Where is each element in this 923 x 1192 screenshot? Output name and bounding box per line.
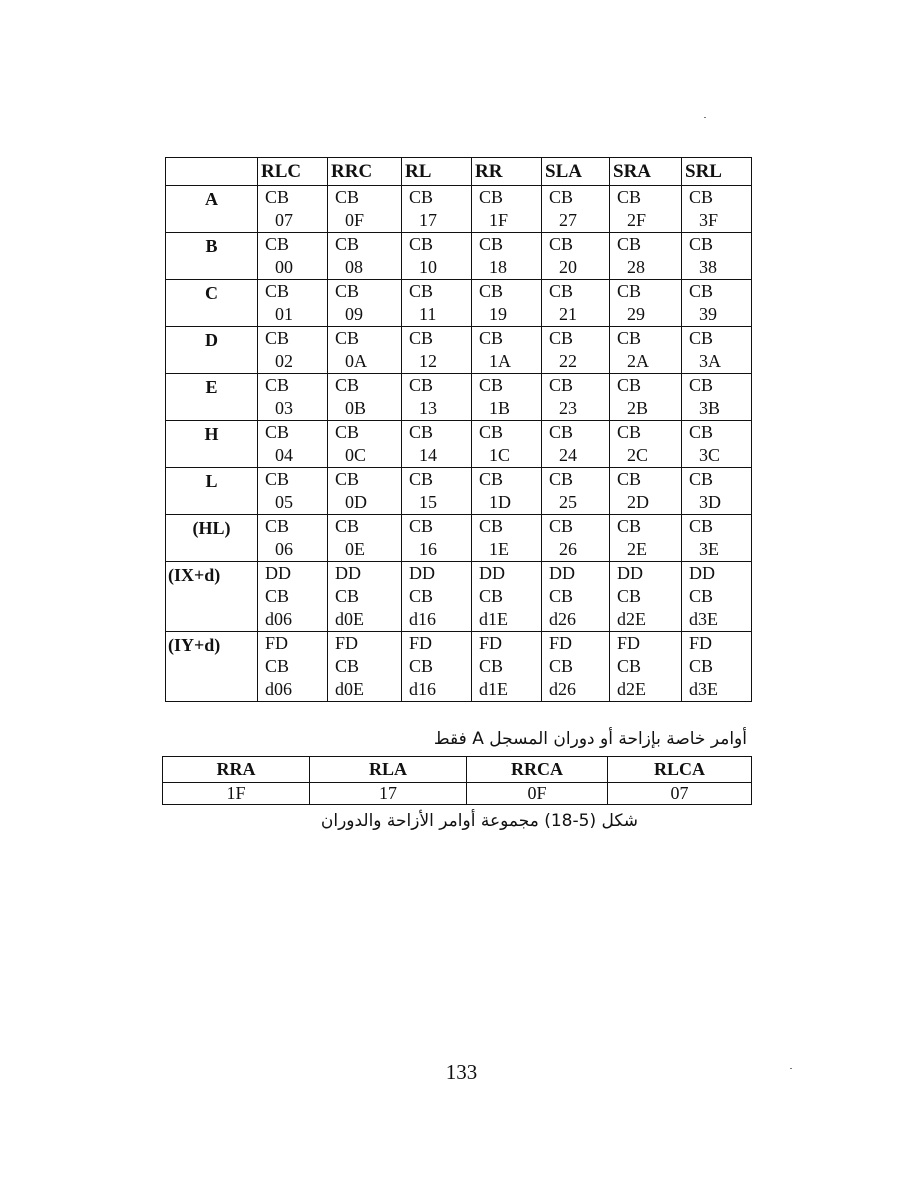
column-header: RRCA [467,757,608,783]
opcode-cell [682,327,752,374]
opcode-cell [328,186,402,233]
opcode-byte: 0D [345,492,367,512]
opcode-byte: d06 [265,609,292,629]
opcode-cell [682,468,752,515]
opcode-byte: CB [549,187,574,207]
opcode-byte: 0F [345,210,365,230]
table-row [166,327,752,374]
opcode-cell [258,421,328,468]
opcode-byte: 2A [627,351,649,371]
table-row [166,515,752,562]
opcode-byte: d2E [617,679,646,699]
opcode-byte: CB [549,375,574,395]
opcode-cell: 0F [467,783,608,805]
opcode-byte: d0E [335,609,364,629]
opcode-byte: 0A [345,351,367,371]
opcode-byte: d2E [617,609,646,629]
table-row [166,233,752,280]
opcode-cell [402,468,472,515]
opcode-byte: 05 [275,492,293,512]
opcode-byte: FD [479,633,503,653]
opcode-cell [682,421,752,468]
row-label: D [166,327,258,374]
opcode-byte: 29 [627,304,645,324]
opcode-cell: 17 [310,783,467,805]
opcode-byte: CB [335,375,360,395]
opcode-byte: CB [549,281,574,301]
opcode-byte: CB [335,469,360,489]
opcode-cell [328,421,402,468]
opcode-byte: CB [689,469,714,489]
opcode-byte: 07 [275,210,293,230]
opcode-cell [258,327,328,374]
opcode-byte: 1C [489,445,511,465]
column-header: RR [472,158,542,186]
column-header: RLC [258,158,328,186]
opcode-cell [610,233,682,280]
column-header: RLCA [608,757,752,783]
opcode-byte: CB [409,586,434,606]
opcode-cell [402,186,472,233]
opcode-byte: 18 [489,257,507,277]
opcode-cell [542,515,610,562]
opcode-cell [682,280,752,327]
opcode-cell [682,233,752,280]
opcode-byte: 00 [275,257,293,277]
table-row [166,280,752,327]
row-label: H [166,421,258,468]
opcode-cell [472,280,542,327]
row-label: L [166,468,258,515]
opcode-cell: 07 [608,783,752,805]
opcode-byte: CB [335,422,360,442]
opcode-byte: CB [549,328,574,348]
opcode-byte: CB [479,422,504,442]
opcode-byte: 0B [345,398,367,418]
opcode-byte: 14 [419,445,437,465]
opcode-byte: 27 [559,210,577,230]
opcode-byte: FD [409,633,433,653]
opcode-cell [542,632,610,702]
opcode-byte: CB [335,187,360,207]
opcode-byte: CB [617,234,642,254]
column-header: RRA [163,757,310,783]
opcode-byte: 21 [559,304,577,324]
table-row [166,562,752,632]
opcode-cell [472,186,542,233]
opcode-cell [402,562,472,632]
opcode-byte: CB [617,328,642,348]
opcode-cell [328,233,402,280]
opcode-byte: CB [409,281,434,301]
opcode-byte: 11 [419,304,437,324]
opcode-byte: CB [689,187,714,207]
row-label: B [166,233,258,280]
opcode-byte: CB [479,586,504,606]
opcode-cell [542,374,610,421]
opcode-byte: 25 [559,492,577,512]
opcode-byte: CB [409,422,434,442]
table-row [163,783,752,805]
opcode-byte: CB [689,234,714,254]
opcode-cell [682,632,752,702]
opcode-byte: CB [617,187,642,207]
opcode-byte: CB [409,516,434,536]
opcode-byte: 22 [559,351,577,371]
opcode-byte: DD [689,563,715,583]
row-label: (HL) [166,515,258,562]
column-header: SRA [610,158,682,186]
row-label: C [166,280,258,327]
opcode-byte: d26 [549,679,576,699]
opcode-cell [472,374,542,421]
opcode-byte: 19 [489,304,507,324]
opcode-byte: CB [265,187,290,207]
opcode-byte: 09 [345,304,363,324]
opcode-byte: CB [479,375,504,395]
column-header: RLA [310,757,467,783]
column-header: RRC [328,158,402,186]
opcode-byte: 1E [489,539,509,559]
opcode-byte: 2E [627,539,647,559]
opcode-cell [328,632,402,702]
opcode-cell [610,327,682,374]
opcode-byte: FD [335,633,359,653]
opcode-byte: DD [265,563,291,583]
opcode-byte: CB [689,656,714,676]
opcode-cell [610,186,682,233]
opcode-byte: CB [479,516,504,536]
table-row [166,632,752,702]
scan-speck [790,1068,792,1069]
opcode-cell [258,374,328,421]
opcode-cell [402,327,472,374]
table-row [166,186,752,233]
header-row [166,158,752,186]
table-row [166,421,752,468]
opcode-byte: CB [617,586,642,606]
opcode-byte: FD [265,633,289,653]
opcode-byte: CB [689,328,714,348]
opcode-byte: CB [689,281,714,301]
opcode-byte: 2F [627,210,647,230]
opcode-byte: DD [335,563,361,583]
opcode-byte: d1E [479,609,508,629]
opcode-cell [258,233,328,280]
opcode-byte: CB [617,375,642,395]
opcode-byte: 20 [559,257,577,277]
figure-caption: شكل (5-18) مجموعة أوامر الأزاحة والدوران [320,811,638,831]
opcode-byte: CB [479,187,504,207]
opcode-byte: CB [549,516,574,536]
opcode-byte: CB [265,586,290,606]
opcode-byte: 2C [627,445,649,465]
opcode-byte: CB [335,234,360,254]
opcode-byte: d0E [335,679,364,699]
opcode-byte: CB [479,656,504,676]
opcode-byte: CB [265,281,290,301]
opcode-byte: DD [549,563,575,583]
opcode-byte: CB [689,375,714,395]
opcode-byte: CB [335,328,360,348]
opcode-byte: CB [409,656,434,676]
opcode-cell [542,327,610,374]
opcode-byte: CB [265,422,290,442]
opcode-byte: 01 [275,304,293,324]
opcode-byte: CB [409,328,434,348]
opcode-byte: 17 [419,210,437,230]
column-header: SLA [542,158,610,186]
opcode-byte: 3F [699,210,719,230]
opcode-cell [682,186,752,233]
row-label: E [166,374,258,421]
opcode-byte: 03 [275,398,293,418]
opcode-byte: 3A [699,351,721,371]
opcode-cell [610,421,682,468]
opcode-cell [402,374,472,421]
opcode-byte: 16 [419,539,437,559]
opcode-byte: 02 [275,351,293,371]
opcode-byte: 0E [345,539,365,559]
opcode-byte: CB [689,422,714,442]
opcode-cell [472,327,542,374]
opcode-byte: 1B [489,398,511,418]
opcode-byte: d3E [689,609,718,629]
opcode-byte: 15 [419,492,437,512]
opcode-byte: CB [335,656,360,676]
subtitle: أوامر خاصة بإزاحة أو دوران المسجل A فقط [433,729,747,749]
opcode-byte: CB [549,586,574,606]
opcode-byte: 13 [419,398,437,418]
opcode-cell: 1F [163,783,310,805]
opcode-byte: CB [265,469,290,489]
opcode-cell [472,233,542,280]
opcode-byte: CB [265,328,290,348]
opcode-cell [682,562,752,632]
opcode-cell [328,562,402,632]
opcode-byte: DD [479,563,505,583]
opcode-cell [258,280,328,327]
opcode-cell [542,233,610,280]
opcode-cell [472,562,542,632]
opcode-cell [402,515,472,562]
opcode-cell [258,515,328,562]
opcode-cell [472,632,542,702]
opcode-byte: FD [689,633,713,653]
opcode-cell [328,468,402,515]
opcode-byte: 3C [699,445,721,465]
opcode-byte: CB [265,516,290,536]
opcode-byte: CB [617,281,642,301]
opcode-byte: CB [409,469,434,489]
column-header: SRL [682,158,752,186]
opcode-byte: 0C [345,445,367,465]
opcode-byte: 2B [627,398,649,418]
opcode-byte: 3B [699,398,721,418]
opcode-byte: FD [549,633,573,653]
opcode-cell [328,280,402,327]
opcode-byte: CB [549,234,574,254]
opcode-byte: d3E [689,679,718,699]
opcode-cell [258,632,328,702]
opcode-byte: 1D [489,492,511,512]
column-header: RL [402,158,472,186]
opcode-cell [472,468,542,515]
opcode-cell [682,515,752,562]
opcode-byte: CB [265,656,290,676]
opcode-cell [610,515,682,562]
row-label: (IX+d) [166,562,258,632]
scan-speck [704,117,706,118]
row-label: (IY+d) [166,632,258,702]
page-number: 133 [445,1060,478,1084]
opcode-cell [472,515,542,562]
opcode-cell [542,468,610,515]
opcode-byte: 12 [419,351,437,371]
opcode-byte: 1A [489,351,511,371]
header-row [163,757,752,783]
opcode-byte: CB [689,586,714,606]
opcode-cell [610,468,682,515]
opcode-cell [610,562,682,632]
opcode-byte: DD [409,563,435,583]
opcode-byte: CB [617,516,642,536]
opcode-byte: 3D [699,492,721,512]
opcode-byte: 23 [559,398,577,418]
opcode-byte: CB [265,375,290,395]
opcode-byte: CB [479,234,504,254]
opcode-cell [258,186,328,233]
opcode-cell [328,374,402,421]
opcode-byte: d26 [549,609,576,629]
opcode-cell [402,280,472,327]
opcode-byte: d06 [265,679,292,699]
opcode-byte: CB [549,656,574,676]
opcode-byte: 3E [699,539,719,559]
opcode-byte: 06 [275,539,293,559]
opcode-byte: CB [479,469,504,489]
opcode-byte: CB [617,656,642,676]
opcode-byte: 28 [627,257,645,277]
opcode-cell [542,562,610,632]
opcode-byte: d16 [409,609,436,629]
opcode-byte: d1E [479,679,508,699]
opcode-cell [542,186,610,233]
opcode-cell [258,562,328,632]
row-label: A [166,186,258,233]
opcode-byte: 26 [559,539,577,559]
opcode-byte: 38 [699,257,717,277]
opcode-cell [610,632,682,702]
opcode-cell [610,280,682,327]
opcode-cell [682,374,752,421]
opcode-cell [328,515,402,562]
opcode-byte: CB [265,234,290,254]
opcode-byte: 1F [489,210,509,230]
opcode-byte: DD [617,563,643,583]
opcode-byte: CB [409,187,434,207]
opcode-byte: d16 [409,679,436,699]
opcode-byte: 04 [275,445,293,465]
opcode-byte: CB [617,469,642,489]
opcode-byte: CB [335,281,360,301]
opcode-cell [402,233,472,280]
opcode-byte: 08 [345,257,363,277]
opcode-byte: FD [617,633,641,653]
opcode-cell [472,421,542,468]
opcode-cell [542,421,610,468]
opcode-byte: CB [409,375,434,395]
accumulator-table [162,756,752,805]
table-row [166,468,752,515]
opcode-byte: 24 [559,445,577,465]
opcode-byte: CB [335,586,360,606]
opcode-table [165,157,752,702]
opcode-byte: 10 [419,257,437,277]
opcode-cell [402,632,472,702]
opcode-byte: CB [479,328,504,348]
opcode-byte: CB [479,281,504,301]
table-row [166,374,752,421]
opcode-cell [328,327,402,374]
opcode-byte: CB [335,516,360,536]
opcode-byte: 39 [699,304,717,324]
opcode-cell [258,468,328,515]
opcode-byte: CB [409,234,434,254]
opcode-cell [402,421,472,468]
opcode-byte: CB [689,516,714,536]
opcode-byte: 2D [627,492,649,512]
opcode-byte: CB [549,469,574,489]
opcode-byte: CB [549,422,574,442]
opcode-cell [610,374,682,421]
opcode-byte: CB [617,422,642,442]
opcode-cell [542,280,610,327]
corner-header [166,158,258,186]
